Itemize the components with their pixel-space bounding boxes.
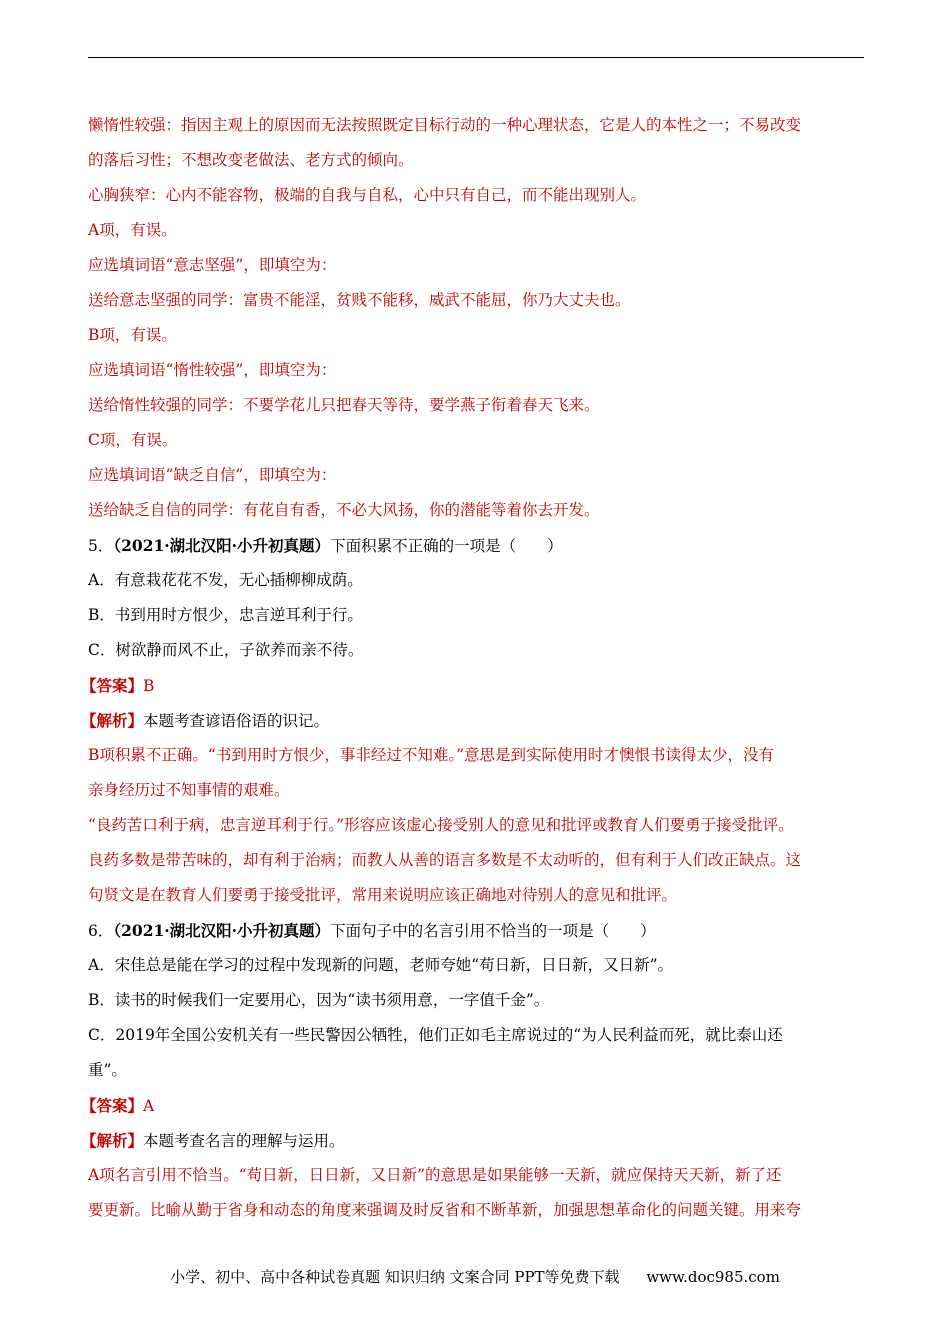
text-line: A项，有误。	[88, 221, 177, 239]
answer-tag: 【答案】	[81, 1096, 144, 1115]
text-line: 懒惰性较强：指因主观上的原因而无法按照既定目标行动的一种心理状态，它是人的本性之一；不易改变	[88, 116, 802, 134]
text-line: 送给惰性较强的同学：不要学花儿只把春天等待，要学燕子衔着春天飞来。	[88, 396, 600, 414]
answer-line	[81, 668, 878, 703]
footer-text: 小学、初中、高中各种试卷真题 知识归纳 文案合同 PPT等免费下载	[170, 1268, 620, 1286]
explanation-line: 要更新。比喻从勤于省身和动态的角度来强调及时反省和不断革新，加强思想革命化的问题关键。用来夸	[88, 1201, 802, 1219]
analysis-line	[81, 1123, 878, 1158]
explanation-line: B项积累不正确。“书到用时方恨少，事非经过不知难。”意思是到实际使用时才懊恨书读得太少，没有	[88, 746, 774, 764]
text-line: 心胸狭窄：心内不能容物，极端的自我与自私，心中只有自己，而不能出现别人。	[88, 186, 647, 204]
option-c: C．树欲静而风不止，子欲养而亲不待。	[88, 641, 364, 659]
option-c: C．2019年全国公安机关有一些民警因公牺牲，他们正如毛主席说过的“为人民利益而死，就比泰山还	[88, 1026, 783, 1044]
answer-line	[81, 1088, 878, 1123]
question-source: （2021·湖北汉阳·小升初真题）	[113, 536, 331, 555]
text-line: 应选填词语“缺乏自信”，即填空为：	[88, 466, 337, 484]
option-c-continued: 重”。	[88, 1061, 127, 1079]
document-body	[81, 108, 878, 1228]
explanation-line: 亲身经历过不知事情的艰难。	[88, 781, 290, 799]
text-line: 应选填词语“惰性较强”，即填空为：	[88, 361, 337, 379]
footer-url[interactable]: www.doc985.com	[646, 1268, 780, 1286]
explanation-line: 良药多数是带苦味的，却有利于治病；而教人从善的语言多数是不太动听的，但有利于人们改正缺点。这	[88, 851, 802, 869]
analysis-tag: 【解析】	[81, 711, 144, 730]
text-line: 的落后习性；不想改变老做法、老方式的倾向。	[88, 151, 414, 169]
question-number: 5．	[88, 537, 114, 555]
header-rule	[88, 57, 864, 58]
option-a: A．宋佳总是能在学习的过程中发现新的问题，老师夸她“苟日新，日日新，又日新”。	[88, 956, 674, 974]
question-text: 下面积累不正确的一项是（ ）	[330, 537, 563, 555]
option-b: B．读书的时候我们一定要用心，因为“读书须用意，一字值千金”。	[88, 991, 550, 1009]
question-number: 6．	[88, 922, 114, 940]
text-line: 送给缺乏自信的同学：有花自有香，不必大风扬，你的潜能等着你去开发。	[88, 501, 600, 519]
analysis-line	[81, 703, 878, 738]
answer-tag: 【答案】	[81, 676, 144, 695]
answer-value: A	[143, 1097, 155, 1115]
analysis-text: 本题考查名言的理解与运用。	[143, 1132, 345, 1150]
text-line: B项，有误。	[88, 326, 177, 344]
question-text: 下面句子中的名言引用不恰当的一项是（ ）	[330, 922, 656, 940]
question-5-stem	[88, 528, 878, 563]
question-6-stem	[88, 913, 878, 948]
option-b: B．书到用时方恨少，忠言逆耳利于行。	[88, 606, 363, 624]
explanation-line: 句贤文是在教育人们要勇于接受批评，常用来说明应该正确地对待别人的意见和批评。	[88, 886, 678, 904]
explanation-line: “良药苦口利于病，忠言逆耳利于行。”形容应该虚心接受别人的意见和批评或教育人们要勇于接受批评。	[88, 816, 794, 834]
analysis-text: 本题考查谚语俗语的识记。	[143, 712, 330, 730]
text-line: C项，有误。	[88, 431, 178, 449]
option-a: A．有意栽花花不发，无心插柳柳成荫。	[88, 571, 363, 589]
page-footer	[0, 1266, 950, 1287]
text-line: 送给意志坚强的同学：富贵不能淫，贫贱不能移，威武不能屈，你乃大丈夫也。	[88, 291, 631, 309]
answer-value: B	[143, 677, 155, 695]
analysis-tag: 【解析】	[81, 1131, 144, 1150]
text-line: 应选填词语“意志坚强”，即填空为：	[88, 256, 337, 274]
question-source: （2021·湖北汉阳·小升初真题）	[113, 921, 331, 940]
explanation-line: A项名言引用不恰当。“苟日新，日日新，又日新”的意思是如果能够一天新，就应保持天天新，新了还	[88, 1166, 782, 1184]
